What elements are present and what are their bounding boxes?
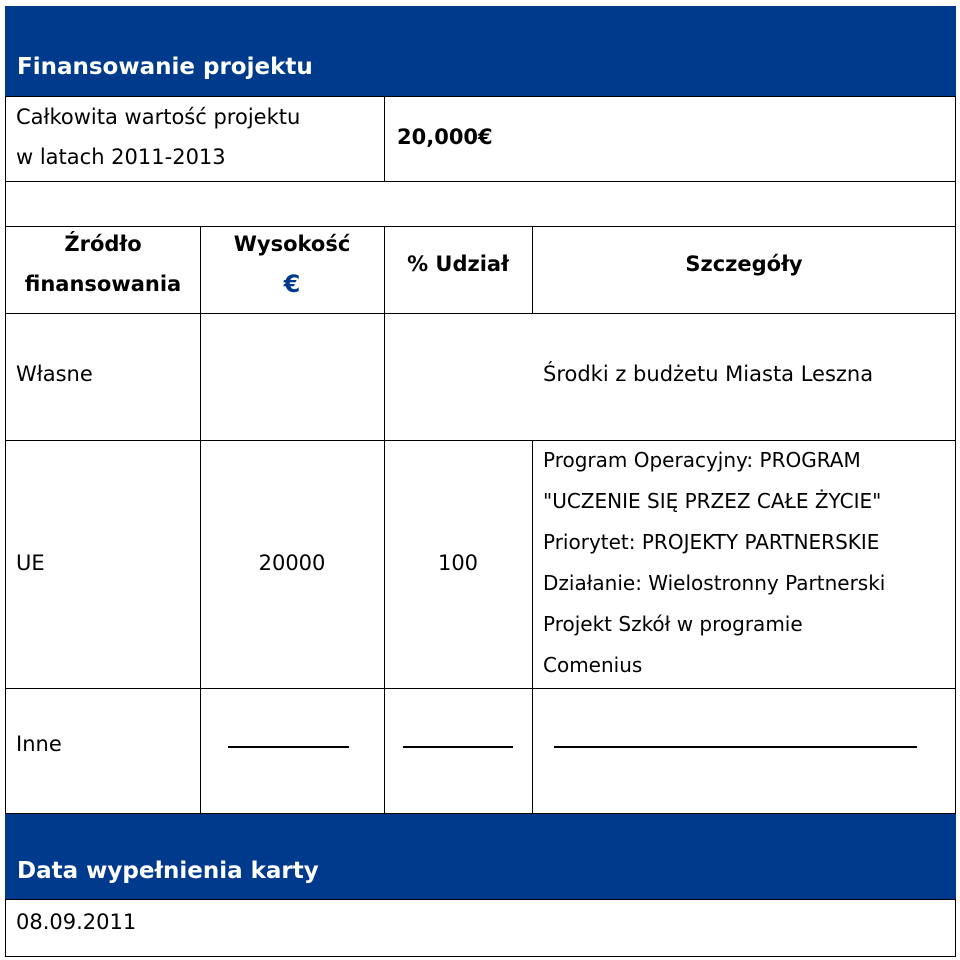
empty-details-line — [554, 746, 917, 748]
col-divider — [532, 688, 533, 813]
fill-date: 08.09.2011 — [16, 910, 137, 934]
total-label-line1: Całkowita wartość projektu — [16, 105, 301, 129]
row-detail-line: Działanie: Wielostronny Partnerski — [543, 571, 886, 595]
spacer-row — [5, 181, 956, 227]
row-detail-line: Program Operacyjny: PROGRAM — [543, 448, 861, 472]
col-divider — [384, 688, 385, 813]
col-divider — [200, 440, 201, 688]
table-row — [5, 313, 956, 441]
table-header-row — [5, 226, 956, 314]
funding-card — [5, 6, 956, 957]
row-source: Inne — [16, 732, 62, 756]
date-row — [5, 899, 956, 957]
row-source: Własne — [16, 362, 93, 386]
table-row — [5, 688, 956, 814]
row-amount: 20000 — [258, 551, 326, 575]
header-share: % Udział — [407, 252, 509, 276]
row-detail-line: Priorytet: PROJEKTY PARTNERSKIE — [543, 530, 880, 554]
col-divider — [200, 688, 201, 813]
total-value-row — [5, 96, 956, 182]
col-divider — [200, 227, 201, 314]
row-detail-line: "UCZENIE SIĘ PRZEZ CAŁE ŻYCIE" — [543, 489, 882, 513]
header-amount: Wysokość — [233, 232, 351, 256]
header-details: Szczegóły — [685, 252, 803, 276]
empty-amount-line — [228, 746, 349, 748]
header-source-line2: finansowania — [24, 272, 182, 296]
row-share: 100 — [437, 551, 479, 575]
col-divider — [384, 440, 385, 688]
section-header-funding — [5, 6, 956, 96]
row-source: UE — [16, 551, 45, 575]
col-divider — [532, 227, 533, 314]
euro-icon: € — [283, 270, 301, 298]
col-divider — [384, 227, 385, 314]
section-title-date: Data wypełnienia karty — [17, 858, 319, 884]
empty-share-line — [403, 746, 513, 748]
header-source-line1: Źródło — [64, 232, 142, 256]
col-divider — [384, 313, 385, 440]
row-detail-line: Comenius — [543, 653, 643, 677]
section-title-funding: Finansowanie projektu — [17, 54, 313, 80]
total-divider — [384, 97, 385, 182]
col-divider — [200, 313, 201, 440]
row-detail-line: Środki z budżetu Miasta Leszna — [543, 362, 874, 386]
total-label-line2: w latach 2011-2013 — [16, 145, 226, 169]
col-divider — [532, 440, 533, 688]
total-value: 20,000€ — [397, 125, 493, 149]
row-detail-line: Projekt Szkół w programie — [543, 612, 803, 636]
section-header-date — [5, 814, 956, 900]
table-row — [5, 440, 956, 689]
